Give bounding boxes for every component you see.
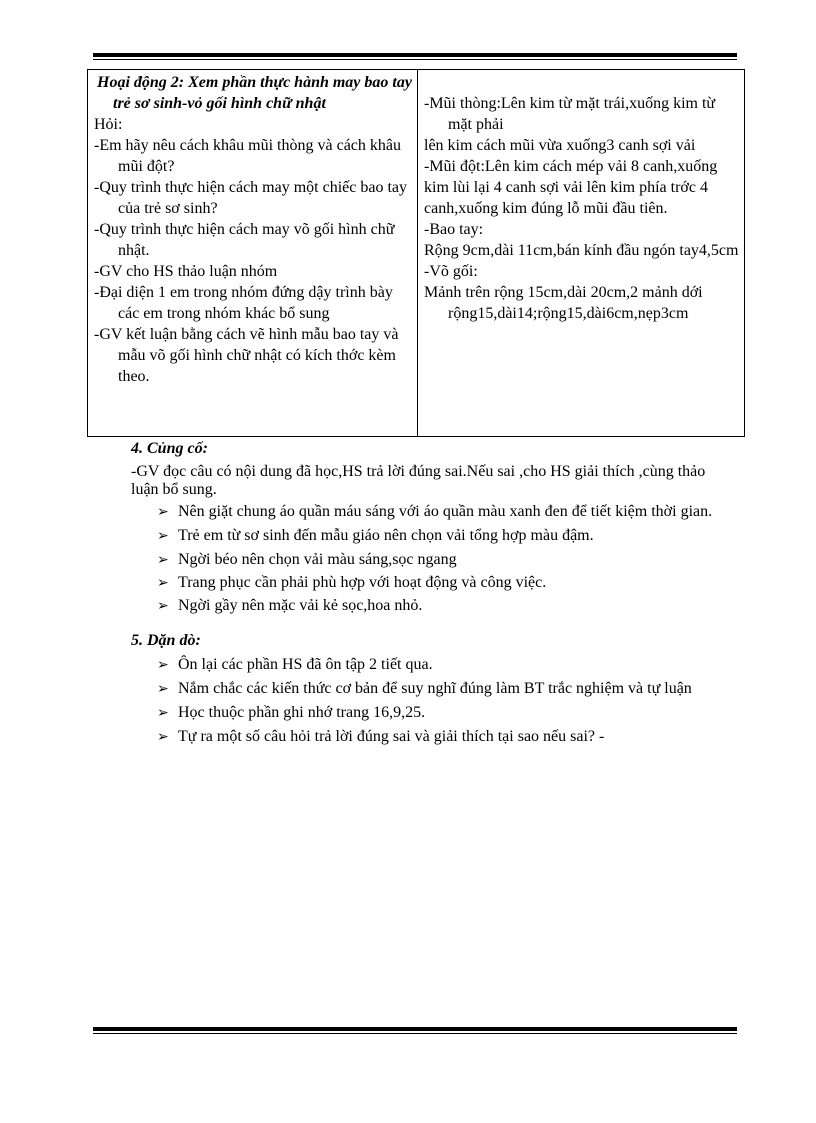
activity-table <box>87 69 745 437</box>
list-item: ➢ Ngời béo nên chọn vải màu sáng,sọc ngang <box>157 551 457 568</box>
student-activity-cell <box>418 70 745 437</box>
arrow-bullet-icon: ➢ <box>157 681 169 697</box>
section-4-list <box>131 503 741 615</box>
section-5-list <box>131 656 741 746</box>
section-4-title: 4. Củng cố: <box>131 440 208 457</box>
left-line: -Em hãy nêu cách khâu mũi thòng và cách khâu mũi đột? <box>94 137 401 175</box>
arrow-bullet-icon: ➢ <box>157 705 169 721</box>
header-rule <box>93 53 737 60</box>
right-line: -Mũi đột:Lên kim cách mép vải 8 canh,xuống kim lùi lại 4 canh sợi vải lên kim phía trớc 4 canh,xuống kim đúng lỗ mũi đầu tiên. <box>424 158 718 217</box>
arrow-bullet-icon: ➢ <box>157 528 169 544</box>
left-line: -Quy trình thực hiện cách may một chiếc bao tay của trẻ sơ sinh? <box>94 179 408 217</box>
list-item: ➢ Nắm chắc các kiến thức cơ bản để suy nghĩ đúng làm BT trắc nghiệm và tự luận <box>157 680 692 697</box>
left-line: -Quy trình thực hiện cách may võ gối hình chữ nhật. <box>94 221 395 259</box>
list-item: ➢ Học thuộc phần ghi nhớ trang 16,9,25. <box>157 704 426 721</box>
right-line: lên kim cách mũi vừa xuống3 canh sợi vải <box>424 137 696 154</box>
list-item: ➢ Nên giặt chung áo quần máu sáng với áo quần màu xanh đen để tiết kiệm thời gian. <box>157 503 713 520</box>
section-4-intro: -GV đọc câu có nội dung đã học,HS trả lời đúng sai.Nếu sai ,cho HS giải thích ,cùng thảo luận bổ sung. <box>131 463 706 498</box>
list-item: ➢ Trẻ em từ sơ sinh đến mẫu giáo nên chọn vải tổng hợp màu đậm. <box>157 527 594 544</box>
section-5-title: 5. Dặn dò: <box>131 632 201 649</box>
left-line: -Đại diện 1 em trong nhóm đứng dậy trình bày các em trong nhóm khác bổ sung <box>94 284 393 322</box>
arrow-bullet-icon: ➢ <box>157 575 169 591</box>
list-item: ➢ Trang phục cần phải phù hợp với hoạt động và công việc. <box>157 574 547 591</box>
right-line: -Mũi thòng:Lên kim từ mặt trái,xuống kim từ mặt phải <box>424 95 716 133</box>
arrow-bullet-icon: ➢ <box>157 729 169 745</box>
left-line: Hỏi: <box>94 116 123 133</box>
arrow-bullet-icon: ➢ <box>157 657 169 673</box>
activity-heading: Hoại động 2: Xem phần thực hành may bao tay trẻ sơ sinh-vỏ gối hình chữ nhật <box>97 74 412 112</box>
list-item: ➢ Ngời gầy nên mặc vải kẻ sọc,hoa nhỏ. <box>157 597 423 614</box>
left-line: -GV kết luận bằng cách vẽ hình mẫu bao tay và mẫu võ gối hình chữ nhật có kích thớc kèm theo. <box>94 326 399 385</box>
arrow-bullet-icon: ➢ <box>157 504 169 520</box>
right-line: -Bao tay: <box>424 221 484 238</box>
right-line: Rộng 9cm,dài 11cm,bán kính đầu ngón tay4,5cm <box>424 242 739 259</box>
teacher-activity-cell <box>88 70 418 437</box>
left-line: -GV cho HS thảo luận nhóm <box>94 263 278 280</box>
arrow-bullet-icon: ➢ <box>157 552 169 568</box>
right-line: -Võ gối: <box>424 263 478 280</box>
arrow-bullet-icon: ➢ <box>157 598 169 614</box>
list-item: ➢ Ôn lại các phần HS đã ôn tập 2 tiết qua. <box>157 656 433 673</box>
footer-rule <box>93 1027 737 1034</box>
right-line: Mảnh trên rộng 15cm,dài 20cm,2 mảnh dới rộng15,dài14;rộng15,dài6cm,nẹp3cm <box>424 284 703 322</box>
list-item: ➢ Tự ra một số câu hỏi trả lời đúng sai và giải thích tại sao nếu sai? - <box>157 728 605 745</box>
